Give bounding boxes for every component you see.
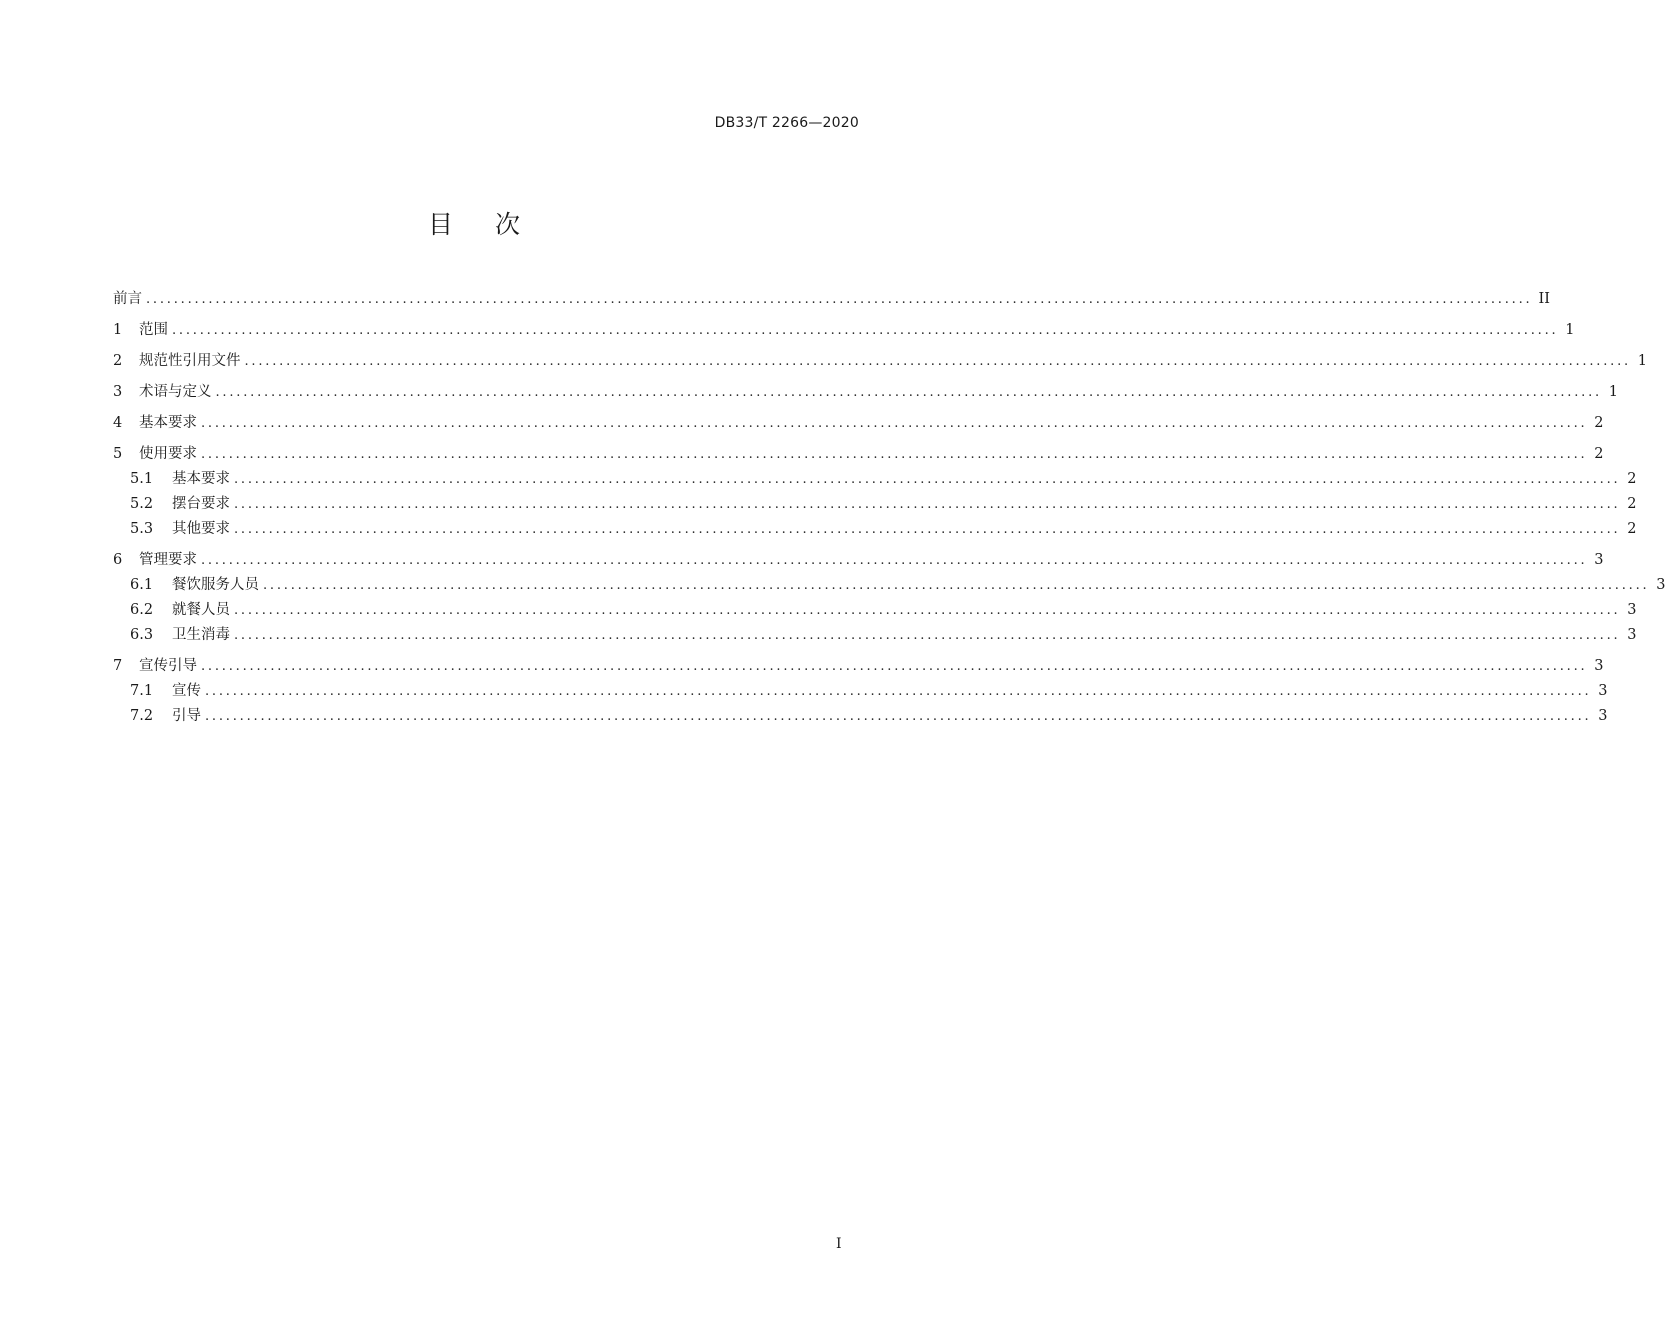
toc-entry-page: II (1538, 291, 1550, 307)
toc-dot-leader: ........................................................................................................................................................................................................ (244, 354, 1631, 369)
toc-entry-label: 引导 (172, 708, 201, 724)
toc-entry[interactable] (113, 623, 1637, 648)
toc-dot-leader: ........................................................................................................................................................................................................ (234, 522, 1621, 537)
toc-entry-number: 6.3 (130, 627, 154, 643)
page-title (0, 205, 950, 241)
toc-dot-leader: ........................................................................................................................................................................................................ (205, 709, 1592, 724)
toc-dot-leader: ........................................................................................................................................................................................................ (234, 603, 1621, 618)
page-number: I (836, 1236, 842, 1252)
table-of-contents (113, 287, 1665, 729)
toc-dot-leader: ........................................................................................................................................................................................................ (172, 323, 1559, 338)
toc-entry-page: 3 (1594, 658, 1604, 674)
toc-entry[interactable] (113, 411, 1604, 436)
toc-entry-label: 宣传 (172, 683, 201, 699)
toc-dot-leader: ........................................................................................................................................................................................................ (201, 553, 1588, 568)
toc-entry-page: 3 (1656, 577, 1665, 593)
toc-entry[interactable] (113, 380, 1618, 405)
toc-entry-number: 5 (113, 446, 123, 462)
toc-entry[interactable] (113, 598, 1637, 623)
toc-entry-page: 1 (1637, 353, 1647, 369)
toc-entry-page: 2 (1594, 415, 1604, 431)
toc-entry-label: 就餐人员 (172, 602, 230, 618)
toc-entry-number: 7 (113, 658, 123, 674)
toc-entry[interactable] (113, 573, 1665, 598)
toc-entry-page: 3 (1594, 552, 1604, 568)
document-code: DB33/T 2266—2020 (714, 115, 859, 131)
toc-entry-number: 5.1 (130, 471, 154, 487)
toc-entry[interactable] (113, 654, 1604, 679)
toc-dot-leader: ........................................................................................................................................................................................................ (234, 497, 1621, 512)
toc-entry-number: 6.1 (130, 577, 154, 593)
toc-dot-leader: ........................................................................................................................................................................................................ (234, 628, 1621, 643)
toc-entry-page: 2 (1627, 471, 1637, 487)
toc-entry-label: 其他要求 (172, 521, 230, 537)
toc-entry-page: 2 (1627, 496, 1637, 512)
toc-entry[interactable] (113, 442, 1604, 467)
toc-entry-label: 基本要求 (139, 415, 197, 431)
title-char-1: 目 (427, 210, 455, 239)
toc-entry-label: 使用要求 (139, 446, 197, 462)
toc-entry-label: 餐饮服务人员 (172, 577, 259, 593)
toc-dot-leader: ........................................................................................................................................................................................................ (201, 659, 1588, 674)
toc-entry-page: 3 (1598, 708, 1608, 724)
toc-entry[interactable] (113, 517, 1637, 542)
toc-entry-number: 5.3 (130, 521, 154, 537)
toc-entry-label: 规范性引用文件 (139, 353, 241, 369)
toc-entry-number: 7.1 (130, 683, 154, 699)
toc-entry-label: 卫生消毒 (172, 627, 230, 643)
toc-entry[interactable] (113, 492, 1637, 517)
toc-entry-label: 范围 (139, 322, 168, 338)
toc-entry-number: 1 (113, 322, 123, 338)
toc-entry-label: 管理要求 (139, 552, 197, 568)
toc-entry-label: 前言 (113, 291, 142, 307)
toc-dot-leader: ........................................................................................................................................................................................................ (201, 416, 1588, 431)
toc-dot-leader: ........................................................................................................................................................................................................ (234, 472, 1621, 487)
toc-entry-page: 3 (1598, 683, 1608, 699)
toc-dot-leader: ........................................................................................................................................................................................................ (215, 385, 1602, 400)
toc-dot-leader: ........................................................................................................................................................................................................ (201, 447, 1588, 462)
toc-entry[interactable] (113, 467, 1637, 492)
toc-entry-page: 2 (1627, 521, 1637, 537)
toc-entry[interactable] (113, 318, 1575, 343)
toc-entry-page: 2 (1594, 446, 1604, 462)
toc-entry-number: 5.2 (130, 496, 154, 512)
toc-entry-number: 4 (113, 415, 123, 431)
toc-dot-leader: ........................................................................................................................................................................................................ (146, 292, 1533, 307)
toc-entry-label: 基本要求 (172, 471, 230, 487)
toc-entry-number: 2 (113, 353, 123, 369)
toc-entry-label: 摆台要求 (172, 496, 230, 512)
title-char-2: 次 (495, 210, 523, 239)
toc-entry[interactable] (113, 704, 1608, 729)
toc-entry-page: 1 (1565, 322, 1575, 338)
toc-dot-leader: ........................................................................................................................................................................................................ (263, 578, 1650, 593)
toc-entry-page: 3 (1627, 627, 1637, 643)
toc-entry-page: 3 (1627, 602, 1637, 618)
toc-entry-label: 宣传引导 (139, 658, 197, 674)
toc-entry-number: 3 (113, 384, 123, 400)
toc-entry[interactable] (113, 548, 1604, 573)
toc-entry-page: 1 (1608, 384, 1618, 400)
toc-entry[interactable] (113, 679, 1608, 704)
toc-entry[interactable] (113, 287, 1550, 312)
toc-entry-number: 6 (113, 552, 123, 568)
toc-entry[interactable] (113, 349, 1647, 374)
toc-entry-number: 7.2 (130, 708, 154, 724)
toc-dot-leader: ........................................................................................................................................................................................................ (205, 684, 1592, 699)
toc-entry-number: 6.2 (130, 602, 154, 618)
toc-entry-label: 术语与定义 (139, 384, 212, 400)
